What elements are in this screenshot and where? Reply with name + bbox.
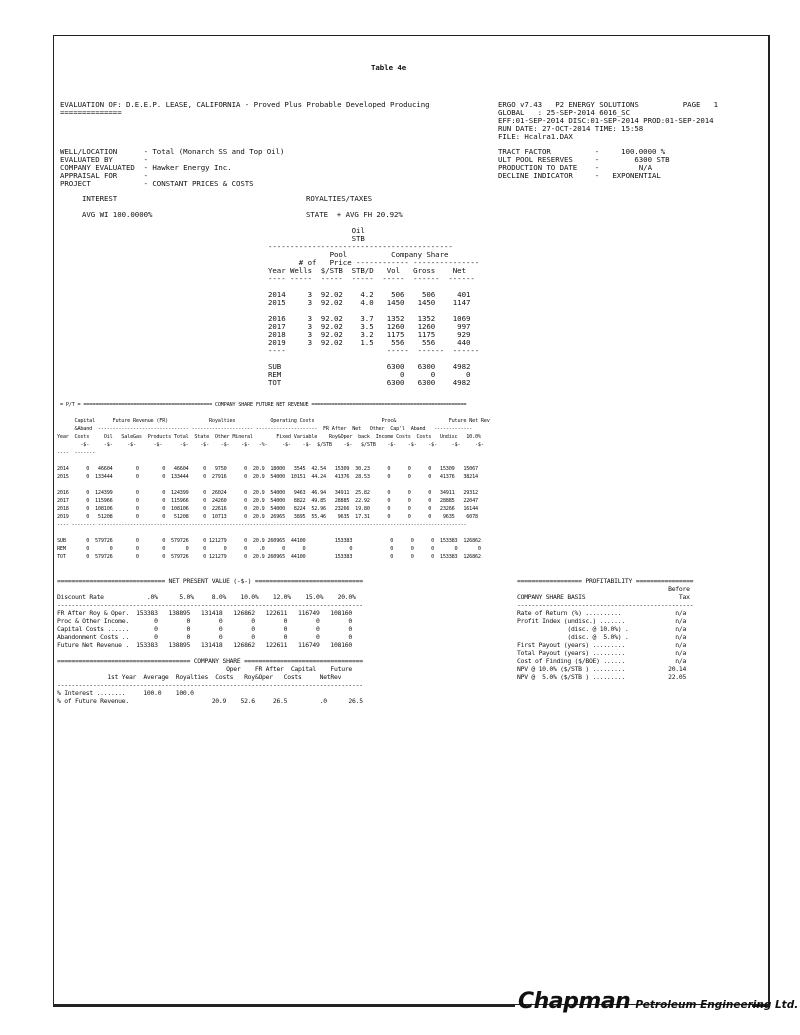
revenue-table-line: &Aband ------------------------------- --------------------- --------------------- FR After Net Other Cap'l Aband ------------- [57,426,473,432]
oil-table-line: STB [268,234,365,243]
npv-table-line: ============================== NET PRESENT VALUE (-$-) ============================== [57,577,363,585]
software-line: ERGO v7.43 P2 ENERGY SOLUTIONS PAGE 1 [498,100,718,109]
profitability-line: First Payout (years) ......... n/a [517,641,687,649]
profitability-line: Before [517,585,690,593]
npv-table-line: 1st Year Average Royalties Costs Roy&Oper Costs NetRev [57,673,342,681]
npv-table-line: ===================================== COMPANY SHARE ================================= [57,657,363,665]
revenue-table-line: 2019 0 51208 0 0 51208 0 10713 0 20.9 26965 3895 55.46 9635 17.31 0 0 0 9635 6078 [57,514,478,520]
profitability-line: NPV @ 5.0% ($/STB ) ......... 22.05 [517,673,687,681]
oil-table-line: ------------------------------------------ [268,242,453,251]
oil-table-line: ---- ----- ------ ------ [268,346,480,355]
oil-table-line: Year Wells $/STB STB/D Vol Gross Net [268,266,466,275]
revenue-table-line: SUB 0 579726 0 0 579726 0 121279 0 20.9 260965 44100 153383 0 0 0 153383 126862 [57,538,481,544]
well-info-line: COMPANY EVALUATED - Hawker Energy Inc. [60,163,232,172]
npv-table-line: % of Future Revenue. 20.9 52.6 26.5 .0 26.5 [57,697,363,705]
profitability-line: COMPANY SHARE BASIS Tax [517,593,690,601]
revenue-table-line: REM 0 0 0 0 0 0 0 0 .0 0 0 0 0 0 0 0 0 [57,546,481,552]
company-logo [518,989,799,1014]
well-info-line: PROJECT - CONSTANT PRICES & COSTS [60,179,254,188]
oil-table-line: REM 0 0 0 [268,370,471,379]
royalties-value: STATE + AVG FH 20.92% [306,210,403,219]
profitability-line: ------------------------------------------------- [517,601,694,609]
profitability-line: (disc. @ 10.0%) . n/a [517,625,687,633]
interest-value: AVG WI 100.0000% [82,210,153,219]
oil-table-line: 2016 3 92.02 3.7 1352 1352 1069 [268,314,471,323]
revenue-table-line: ---- ------- [57,450,96,456]
revenue-table-line: TOT 0 579726 0 0 579726 0 121279 0 20.9 260965 44100 153383 0 0 0 153383 126862 [57,554,481,560]
revenue-table-line: 2018 0 108106 0 0 108106 0 22616 0 20.9 54000 8224 52.96 23266 19.80 0 0 0 23266 16144 [57,506,478,512]
oil-table-line: # of Price ------------ --------------- [268,258,480,267]
software-line: EFF:01-SEP-2014 DISC:01-SEP-2014 PROD:01-SEP-2014 [498,116,714,125]
tract-info-line: TRACT FACTOR - 100.0000 % [498,147,666,156]
well-info-line: WELL/LOCATION - Total (Monarch SS and Top Oil) [60,147,285,156]
profitability-line: (disc. @ 5.0%) . n/a [517,633,687,641]
profitability-line: Cost of Finding ($/BOE) ...... n/a [517,657,687,665]
oil-table-line: Oil [268,226,365,235]
npv-table-line: Proc & Other Income. 0 0 0 0 0 0 0 [57,617,352,625]
profitability-line: Rate of Return (%) .......... n/a [517,609,687,617]
oil-table-line: 2014 3 92.02 4.2 506 506 401 [268,290,471,299]
npv-table-line: ------------------------------------------------------------------------------------- [57,681,363,689]
oil-table-line: 2015 3 92.02 4.0 1450 1450 1147 [268,298,471,307]
npv-table-line: % Interest ........ 100.0 100.0 [57,689,194,697]
oil-table-line: Pool Company Share [268,250,449,259]
profitability-line: ================== PROFITABILITY ================ [517,577,694,585]
evaluation-line: EVALUATION OF: D.E.E.P. LEASE, CALIFORNIA - Proved Plus Probable Developed Producing [60,100,430,109]
oil-table-line: SUB 6300 6300 4982 [268,362,471,371]
oil-table-line: 2018 3 92.02 3.2 1175 1175 929 [268,330,471,339]
software-line: RUN DATE: 27-OCT-2014 TIME: 15:58 [498,124,644,133]
tract-info-line: PRODUCTION TO DATE - N/A [498,163,652,172]
profitability-line: Total Payout (years) ......... n/a [517,649,687,657]
revenue-table-line: ---- -------- ------------------------------------------------------------------------------------------------------------------------------ [57,522,467,528]
oil-table-line: 2019 3 92.02 1.5 556 556 440 [268,338,471,347]
npv-table-line: Capital Costs ...... 0 0 0 0 0 0 0 [57,625,352,633]
npv-table-line: Future Net Revenue . 153383 138895 131418 126862 122611 116749 108160 [57,641,352,649]
revenue-table-line: 2014 0 46604 0 0 46604 0 9750 0 20.9 18000 3545 42.54 15309 30.23 0 0 0 15309 15067 [57,466,478,472]
oil-table-line: 2017 3 92.02 3.5 1260 1260 997 [268,322,471,331]
profitability-line: NPV @ 10.0% ($/STB ) ......... 20.14 [517,665,687,673]
interest-label: INTEREST [82,194,118,203]
tract-info-line: ULT POOL RESERVES - 6300 STB [498,155,670,164]
page-title: Table 4e [371,63,407,72]
evaluation-underline: ============== [60,108,122,117]
tract-info-line: DECLINE INDICATOR - EXPONENTIAL [498,171,661,180]
revenue-table-line: -$- -$- -$- -$- -$- -$- -$- -$- -%- -$- -$- $/STB -$- $/STB -$- -$- -$- -$- -$- [57,442,484,448]
royalties-label: ROYALTIES/TAXES [306,194,372,203]
revenue-table-line: Capital Future Revenue (FR) Royalties Operating Costs Proc& Future Net Rev [57,418,490,424]
revenue-table-line: Year Costs Oil SaleGas Products Total State Other Mineral Fixed Variable Roy&Oper back Income Costs Costs Undisc 10.0% [57,434,481,440]
profitability-line: Profit Index (undisc.) ....... n/a [517,617,687,625]
npv-table-line: FR After Roy & Oper. 153383 138895 131418 126862 122611 116749 108160 [57,609,352,617]
revenue-table-line: 2015 0 133444 0 0 133444 0 27916 0 20.9 54000 10151 44.24 41376 28.53 0 0 0 41376 38214 [57,474,478,480]
footer-rule-left [53,1004,515,1007]
npv-table-line: Abandonment Costs .. 0 0 0 0 0 0 0 [57,633,352,641]
pt-header: = P/T = ============================================ COMPANY SHARE FUTURE NET REVENUE ===================================================== [60,402,467,408]
logo-brand: Chapman [518,989,631,1014]
revenue-table-line: 2017 0 115966 0 0 115966 0 24260 0 20.9 54000 8822 49.85 28885 22.92 0 0 0 28885 22047 [57,498,478,504]
npv-table-line: Discount Rate .0% 5.0% 8.0% 10.0% 12.0% 15.0% 20.0% [57,593,356,601]
well-info-line: APPRAISAL FOR - [60,171,148,180]
logo-subtitle: Petroleum Engineering Ltd. [635,999,799,1011]
software-line: FILE: Hcalra1.DAX [498,132,573,141]
oil-table-line: TOT 6300 6300 4982 [268,378,471,387]
oil-table-line: ---- ----- ----- ----- ----- ------ ------ [268,274,475,283]
well-info-line: EVALUATED BY - [60,155,148,164]
revenue-table-line: 2016 0 124399 0 0 124399 0 26024 0 20.9 54000 9463 46.94 34911 25.82 0 0 0 34911 29312 [57,490,478,496]
npv-table-line: ------------------------------------------------------------------------------------- [57,601,363,609]
software-line: GLOBAL : 25-SEP-2014 6016_SC [498,108,630,117]
npv-table-line: Oper FR After Capital Future [57,665,352,673]
